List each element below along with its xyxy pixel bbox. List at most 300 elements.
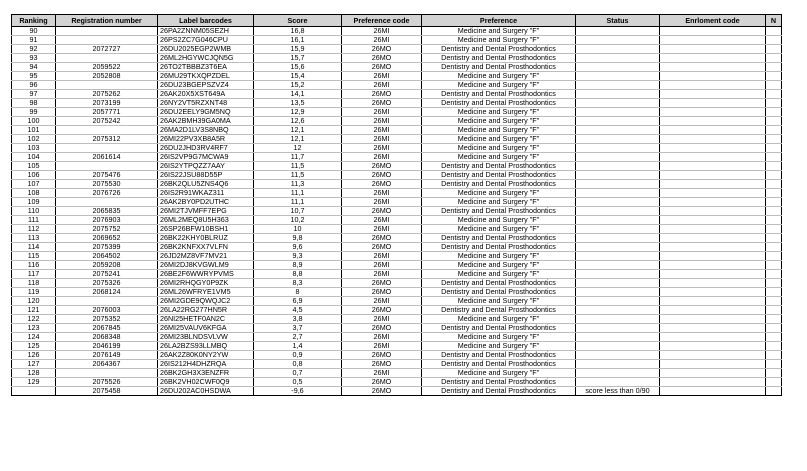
preference-cell: Dentistry and Dental Prosthodontics bbox=[422, 162, 576, 171]
registration-number-cell bbox=[56, 126, 158, 135]
score-cell: 12,6 bbox=[254, 117, 342, 126]
enrolment-code-cell bbox=[660, 252, 766, 261]
table-row bbox=[12, 306, 782, 315]
col-preference-code: Preference code bbox=[342, 15, 422, 27]
preference-code-cell: 26MO bbox=[342, 288, 422, 297]
ranking-cell: 118 bbox=[12, 279, 56, 288]
preference-code-cell: 26MI bbox=[342, 135, 422, 144]
table-row bbox=[12, 144, 782, 153]
n-cell bbox=[766, 360, 782, 369]
ranking-cell: 98 bbox=[12, 99, 56, 108]
n-cell bbox=[766, 225, 782, 234]
status-cell bbox=[576, 270, 660, 279]
preference-cell: Dentistry and Dental Prosthodontics bbox=[422, 180, 576, 189]
n-cell bbox=[766, 369, 782, 378]
preference-code-cell: 26MI bbox=[342, 108, 422, 117]
preference-code-cell: 26MI bbox=[342, 81, 422, 90]
table-row bbox=[12, 270, 782, 279]
preference-code-cell: 26MI bbox=[342, 333, 422, 342]
status-cell bbox=[576, 126, 660, 135]
score-cell: 16,8 bbox=[254, 27, 342, 36]
preference-code-cell: 26MI bbox=[342, 117, 422, 126]
table-row bbox=[12, 180, 782, 189]
status-cell bbox=[576, 63, 660, 72]
table-row bbox=[12, 261, 782, 270]
label-barcode-cell: 26DU23BGEPSZVZ4 bbox=[158, 81, 254, 90]
n-cell bbox=[766, 324, 782, 333]
preference-code-cell: 26MI bbox=[342, 198, 422, 207]
registration-number-cell: 2067845 bbox=[56, 324, 158, 333]
enrolment-code-cell bbox=[660, 180, 766, 189]
label-barcode-cell: 26IS2R91WKAZ311 bbox=[158, 189, 254, 198]
registration-number-cell: 2075530 bbox=[56, 180, 158, 189]
registration-number-cell: 2068348 bbox=[56, 333, 158, 342]
col-n: N bbox=[766, 15, 782, 27]
preference-code-cell: 26MO bbox=[342, 90, 422, 99]
table-row bbox=[12, 351, 782, 360]
label-barcode-cell: 26MA2D1LV3S8NBQ bbox=[158, 126, 254, 135]
n-cell bbox=[766, 135, 782, 144]
ranking-cell: 97 bbox=[12, 90, 56, 99]
preference-cell: Medicine and Surgery "F" bbox=[422, 117, 576, 126]
ranking-cell: 122 bbox=[12, 315, 56, 324]
enrolment-code-cell bbox=[660, 207, 766, 216]
registration-number-cell bbox=[56, 144, 158, 153]
table-row bbox=[12, 207, 782, 216]
n-cell bbox=[766, 333, 782, 342]
table-row bbox=[12, 45, 782, 54]
preference-code-cell: 26MO bbox=[342, 243, 422, 252]
registration-number-cell bbox=[56, 162, 158, 171]
preference-code-cell: 26MO bbox=[342, 234, 422, 243]
label-barcode-cell: 26ML2HGYWCJQN5G bbox=[158, 54, 254, 63]
ranking-cell: 104 bbox=[12, 153, 56, 162]
label-barcode-cell: 26BK2QLU5ZNS4Q6 bbox=[158, 180, 254, 189]
registration-number-cell: 2075326 bbox=[56, 279, 158, 288]
preference-code-cell: 26MO bbox=[342, 351, 422, 360]
preference-cell: Dentistry and Dental Prosthodontics bbox=[422, 378, 576, 387]
registration-number-cell: 2046199 bbox=[56, 342, 158, 351]
table-row bbox=[12, 72, 782, 81]
status-cell bbox=[576, 315, 660, 324]
label-barcode-cell: 26MI22PV3XB8A5R bbox=[158, 135, 254, 144]
enrolment-code-cell bbox=[660, 369, 766, 378]
ranking-cell: 91 bbox=[12, 36, 56, 45]
score-cell: 16,1 bbox=[254, 36, 342, 45]
label-barcode-cell: 26ML26WFRYE1VM5 bbox=[158, 288, 254, 297]
label-barcode-cell: 26BE2F6WWRYPVMS bbox=[158, 270, 254, 279]
registration-number-cell: 2057771 bbox=[56, 108, 158, 117]
n-cell bbox=[766, 279, 782, 288]
label-barcode-cell: 26JD2MZ8VF7MV21 bbox=[158, 252, 254, 261]
registration-number-cell: 2075241 bbox=[56, 270, 158, 279]
preference-code-cell: 26MO bbox=[342, 54, 422, 63]
ranking-cell: 124 bbox=[12, 333, 56, 342]
enrolment-code-cell bbox=[660, 45, 766, 54]
table-row bbox=[12, 387, 782, 396]
registration-number-cell: 2061614 bbox=[56, 153, 158, 162]
ranking-cell: 90 bbox=[12, 27, 56, 36]
n-cell bbox=[766, 54, 782, 63]
ranking-cell: 119 bbox=[12, 288, 56, 297]
table-row bbox=[12, 297, 782, 306]
enrolment-code-cell bbox=[660, 63, 766, 72]
n-cell bbox=[766, 162, 782, 171]
status-cell bbox=[576, 369, 660, 378]
n-cell bbox=[766, 189, 782, 198]
status-cell bbox=[576, 171, 660, 180]
score-cell: 12,1 bbox=[254, 135, 342, 144]
enrolment-code-cell bbox=[660, 342, 766, 351]
score-cell: 0,5 bbox=[254, 378, 342, 387]
status-cell bbox=[576, 225, 660, 234]
table-row bbox=[12, 27, 782, 36]
table-row bbox=[12, 90, 782, 99]
status-cell bbox=[576, 243, 660, 252]
ranking-cell: 126 bbox=[12, 351, 56, 360]
score-cell: 14,1 bbox=[254, 90, 342, 99]
preference-cell: Dentistry and Dental Prosthodontics bbox=[422, 351, 576, 360]
ranking-cell: 127 bbox=[12, 360, 56, 369]
registration-number-cell: 2075476 bbox=[56, 171, 158, 180]
score-cell: 8,9 bbox=[254, 261, 342, 270]
table-row bbox=[12, 117, 782, 126]
status-cell bbox=[576, 117, 660, 126]
preference-code-cell: 26MO bbox=[342, 180, 422, 189]
preference-cell: Medicine and Surgery "F" bbox=[422, 261, 576, 270]
score-cell: 12,1 bbox=[254, 126, 342, 135]
table-row bbox=[12, 54, 782, 63]
score-cell: 12,9 bbox=[254, 108, 342, 117]
preference-cell: Medicine and Surgery "F" bbox=[422, 333, 576, 342]
registration-number-cell bbox=[56, 369, 158, 378]
n-cell bbox=[766, 207, 782, 216]
registration-number-cell: 2075458 bbox=[56, 387, 158, 396]
preference-code-cell: 26MI bbox=[342, 297, 422, 306]
label-barcode-cell: 26PA2ZNNM05SEZH bbox=[158, 27, 254, 36]
n-cell bbox=[766, 261, 782, 270]
status-cell bbox=[576, 144, 660, 153]
score-cell: 11,5 bbox=[254, 171, 342, 180]
ranking-cell bbox=[12, 387, 56, 396]
enrolment-code-cell bbox=[660, 171, 766, 180]
enrolment-code-cell bbox=[660, 117, 766, 126]
ranking-cell: 123 bbox=[12, 324, 56, 333]
table-row bbox=[12, 162, 782, 171]
ranking-cell: 121 bbox=[12, 306, 56, 315]
preference-cell: Medicine and Surgery "F" bbox=[422, 189, 576, 198]
score-cell: 0,8 bbox=[254, 360, 342, 369]
enrolment-code-cell bbox=[660, 126, 766, 135]
status-cell bbox=[576, 54, 660, 63]
preference-cell: Dentistry and Dental Prosthodontics bbox=[422, 90, 576, 99]
registration-number-cell: 2076003 bbox=[56, 306, 158, 315]
preference-code-cell: 26MO bbox=[342, 360, 422, 369]
registration-number-cell: 2064367 bbox=[56, 360, 158, 369]
preference-code-cell: 26MO bbox=[342, 162, 422, 171]
enrolment-code-cell bbox=[660, 216, 766, 225]
score-cell: 9,3 bbox=[254, 252, 342, 261]
n-cell bbox=[766, 342, 782, 351]
score-cell: 8 bbox=[254, 288, 342, 297]
preference-code-cell: 26MO bbox=[342, 378, 422, 387]
preference-cell: Medicine and Surgery "F" bbox=[422, 297, 576, 306]
preference-code-cell: 26MI bbox=[342, 27, 422, 36]
score-cell: 0,7 bbox=[254, 369, 342, 378]
table-row bbox=[12, 36, 782, 45]
label-barcode-cell: 26AK2BMH39GA0MA bbox=[158, 117, 254, 126]
preference-cell: Dentistry and Dental Prosthodontics bbox=[422, 360, 576, 369]
n-cell bbox=[766, 117, 782, 126]
n-cell bbox=[766, 63, 782, 72]
preference-cell: Dentistry and Dental Prosthodontics bbox=[422, 63, 576, 72]
preference-cell: Dentistry and Dental Prosthodontics bbox=[422, 387, 576, 396]
enrolment-code-cell bbox=[660, 144, 766, 153]
status-cell bbox=[576, 198, 660, 207]
registration-number-cell: 2076903 bbox=[56, 216, 158, 225]
preference-cell: Medicine and Surgery "F" bbox=[422, 153, 576, 162]
enrolment-code-cell bbox=[660, 99, 766, 108]
status-cell bbox=[576, 333, 660, 342]
label-barcode-cell: 26BK2VH02CWF0Q9 bbox=[158, 378, 254, 387]
enrolment-code-cell bbox=[660, 279, 766, 288]
ranking-cell: 100 bbox=[12, 117, 56, 126]
registration-number-cell: 2064502 bbox=[56, 252, 158, 261]
preference-cell: Dentistry and Dental Prosthodontics bbox=[422, 234, 576, 243]
enrolment-code-cell bbox=[660, 81, 766, 90]
enrolment-code-cell bbox=[660, 378, 766, 387]
preference-code-cell: 26MI bbox=[342, 261, 422, 270]
table-row bbox=[12, 108, 782, 117]
status-cell bbox=[576, 81, 660, 90]
score-cell: 2,7 bbox=[254, 333, 342, 342]
n-cell bbox=[766, 315, 782, 324]
registration-number-cell: 2076726 bbox=[56, 189, 158, 198]
score-cell: 10,7 bbox=[254, 207, 342, 216]
table-row bbox=[12, 135, 782, 144]
table-row bbox=[12, 279, 782, 288]
enrolment-code-cell bbox=[660, 72, 766, 81]
preference-cell: Medicine and Surgery "F" bbox=[422, 27, 576, 36]
score-cell: 10 bbox=[254, 225, 342, 234]
score-cell: -9,6 bbox=[254, 387, 342, 396]
n-cell bbox=[766, 72, 782, 81]
registration-number-cell: 2075262 bbox=[56, 90, 158, 99]
ranking-cell: 125 bbox=[12, 342, 56, 351]
status-cell bbox=[576, 288, 660, 297]
registration-number-cell: 2075752 bbox=[56, 225, 158, 234]
status-cell bbox=[576, 90, 660, 99]
col-registration-number: Registration number bbox=[56, 15, 158, 27]
status-cell bbox=[576, 360, 660, 369]
preference-cell: Medicine and Surgery "F" bbox=[422, 81, 576, 90]
ranking-cell: 95 bbox=[12, 72, 56, 81]
score-cell: 11,1 bbox=[254, 189, 342, 198]
preference-code-cell: 26MI bbox=[342, 216, 422, 225]
enrolment-code-cell bbox=[660, 297, 766, 306]
label-barcode-cell: 26MI2GDE9QWQJC2 bbox=[158, 297, 254, 306]
preference-cell: Medicine and Surgery "F" bbox=[422, 252, 576, 261]
table-row bbox=[12, 126, 782, 135]
ranking-cell: 116 bbox=[12, 261, 56, 270]
col-enrolment-code: Enrloment code bbox=[660, 15, 766, 27]
label-barcode-cell: 26MI23BLNDSVLVW bbox=[158, 333, 254, 342]
score-cell: 4,5 bbox=[254, 306, 342, 315]
status-cell bbox=[576, 189, 660, 198]
enrolment-code-cell bbox=[660, 225, 766, 234]
preference-code-cell: 26MI bbox=[342, 225, 422, 234]
status-cell bbox=[576, 135, 660, 144]
label-barcode-cell: 26AK20X5XST649A bbox=[158, 90, 254, 99]
label-barcode-cell: 26IS2YTPQZZ7AAY bbox=[158, 162, 254, 171]
label-barcode-cell: 26MI2RHQGY0P9ZK bbox=[158, 279, 254, 288]
enrolment-code-cell bbox=[660, 90, 766, 99]
preference-cell: Dentistry and Dental Prosthodontics bbox=[422, 54, 576, 63]
status-cell bbox=[576, 72, 660, 81]
enrolment-code-cell bbox=[660, 27, 766, 36]
ranking-cell: 106 bbox=[12, 171, 56, 180]
label-barcode-cell: 26DU2JHD3RV4RF7 bbox=[158, 144, 254, 153]
label-barcode-cell: 26BK2GH3X3ENZFR bbox=[158, 369, 254, 378]
ranking-cell: 114 bbox=[12, 243, 56, 252]
registration-number-cell bbox=[56, 198, 158, 207]
preference-code-cell: 26MI bbox=[342, 189, 422, 198]
table-row bbox=[12, 81, 782, 90]
table-row bbox=[12, 288, 782, 297]
registration-number-cell: 2075312 bbox=[56, 135, 158, 144]
col-status: Status bbox=[576, 15, 660, 27]
preference-cell: Medicine and Surgery "F" bbox=[422, 144, 576, 153]
label-barcode-cell: 26IS2VP9G7MCWA9 bbox=[158, 153, 254, 162]
label-barcode-cell: 26BK2KNFXX7VLFN bbox=[158, 243, 254, 252]
registration-number-cell: 2075399 bbox=[56, 243, 158, 252]
status-cell bbox=[576, 306, 660, 315]
label-barcode-cell: 26IS212H4DHZRQA bbox=[158, 360, 254, 369]
enrolment-code-cell bbox=[660, 234, 766, 243]
ranking-cell: 101 bbox=[12, 126, 56, 135]
score-cell: 15,7 bbox=[254, 54, 342, 63]
label-barcode-cell: 26MI2TJVMFF7EPG bbox=[158, 207, 254, 216]
preference-code-cell: 26MI bbox=[342, 153, 422, 162]
status-cell bbox=[576, 378, 660, 387]
label-barcode-cell: 26PS2ZC7G046CPU bbox=[158, 36, 254, 45]
preference-cell: Medicine and Surgery "F" bbox=[422, 270, 576, 279]
n-cell bbox=[766, 288, 782, 297]
preference-cell: Dentistry and Dental Prosthodontics bbox=[422, 288, 576, 297]
table-row bbox=[12, 324, 782, 333]
table-row bbox=[12, 252, 782, 261]
enrolment-code-cell bbox=[660, 387, 766, 396]
registration-number-cell bbox=[56, 297, 158, 306]
table-row bbox=[12, 171, 782, 180]
n-cell bbox=[766, 171, 782, 180]
ranking-cell: 92 bbox=[12, 45, 56, 54]
n-cell bbox=[766, 270, 782, 279]
registration-number-cell bbox=[56, 81, 158, 90]
score-cell: 0,9 bbox=[254, 351, 342, 360]
preference-cell: Medicine and Surgery "F" bbox=[422, 216, 576, 225]
registration-number-cell: 2075526 bbox=[56, 378, 158, 387]
table-row bbox=[12, 63, 782, 72]
score-cell: 3,8 bbox=[254, 315, 342, 324]
score-cell: 8,8 bbox=[254, 270, 342, 279]
status-cell bbox=[576, 234, 660, 243]
preference-code-cell: 26MI bbox=[342, 126, 422, 135]
registration-number-cell: 2075352 bbox=[56, 315, 158, 324]
score-cell: 9,8 bbox=[254, 234, 342, 243]
label-barcode-cell: 26LA22RG277HN5R bbox=[158, 306, 254, 315]
table-row bbox=[12, 342, 782, 351]
enrolment-code-cell bbox=[660, 162, 766, 171]
preference-cell: Medicine and Surgery "F" bbox=[422, 36, 576, 45]
score-cell: 9,6 bbox=[254, 243, 342, 252]
enrolment-code-cell bbox=[660, 306, 766, 315]
status-cell bbox=[576, 261, 660, 270]
registration-number-cell: 2065835 bbox=[56, 207, 158, 216]
ranking-cell: 93 bbox=[12, 54, 56, 63]
n-cell bbox=[766, 81, 782, 90]
preference-cell: Dentistry and Dental Prosthodontics bbox=[422, 243, 576, 252]
n-cell bbox=[766, 252, 782, 261]
registration-number-cell bbox=[56, 27, 158, 36]
preference-code-cell: 26MO bbox=[342, 387, 422, 396]
enrolment-code-cell bbox=[660, 360, 766, 369]
preference-code-cell: 26MI bbox=[342, 36, 422, 45]
enrolment-code-cell bbox=[660, 153, 766, 162]
col-ranking: Ranking bbox=[12, 15, 56, 27]
registration-number-cell: 2073199 bbox=[56, 99, 158, 108]
preference-cell: Medicine and Surgery "F" bbox=[422, 108, 576, 117]
preference-cell: Medicine and Surgery "F" bbox=[422, 369, 576, 378]
enrolment-code-cell bbox=[660, 243, 766, 252]
n-cell bbox=[766, 387, 782, 396]
n-cell bbox=[766, 36, 782, 45]
preference-code-cell: 26MO bbox=[342, 324, 422, 333]
status-cell: score less than 0/90 bbox=[576, 387, 660, 396]
registration-number-cell: 2076149 bbox=[56, 351, 158, 360]
table-row bbox=[12, 198, 782, 207]
registration-number-cell: 2072727 bbox=[56, 45, 158, 54]
status-cell bbox=[576, 207, 660, 216]
ranking-cell: 129 bbox=[12, 378, 56, 387]
table-row bbox=[12, 99, 782, 108]
ranking-cell: 128 bbox=[12, 369, 56, 378]
n-cell bbox=[766, 180, 782, 189]
status-cell bbox=[576, 324, 660, 333]
table-row bbox=[12, 333, 782, 342]
table-row bbox=[12, 225, 782, 234]
ranking-cell: 96 bbox=[12, 81, 56, 90]
col-preference: Preference bbox=[422, 15, 576, 27]
enrolment-code-cell bbox=[660, 315, 766, 324]
registration-number-cell: 2059522 bbox=[56, 63, 158, 72]
label-barcode-cell: 26SP26BFW10BSH1 bbox=[158, 225, 254, 234]
label-barcode-cell: 26IS22JSU88D55P bbox=[158, 171, 254, 180]
preference-code-cell: 26MI bbox=[342, 315, 422, 324]
registration-number-cell: 2068124 bbox=[56, 288, 158, 297]
preference-code-cell: 26MI bbox=[342, 369, 422, 378]
ranking-cell: 102 bbox=[12, 135, 56, 144]
registration-number-cell bbox=[56, 36, 158, 45]
score-cell: 1,4 bbox=[254, 342, 342, 351]
preference-code-cell: 26MI bbox=[342, 144, 422, 153]
score-cell: 11,7 bbox=[254, 153, 342, 162]
registration-number-cell: 2069652 bbox=[56, 234, 158, 243]
ranking-cell: 105 bbox=[12, 162, 56, 171]
label-barcode-cell: 26NY2VT5RZXNT48 bbox=[158, 99, 254, 108]
status-cell bbox=[576, 27, 660, 36]
enrolment-code-cell bbox=[660, 36, 766, 45]
